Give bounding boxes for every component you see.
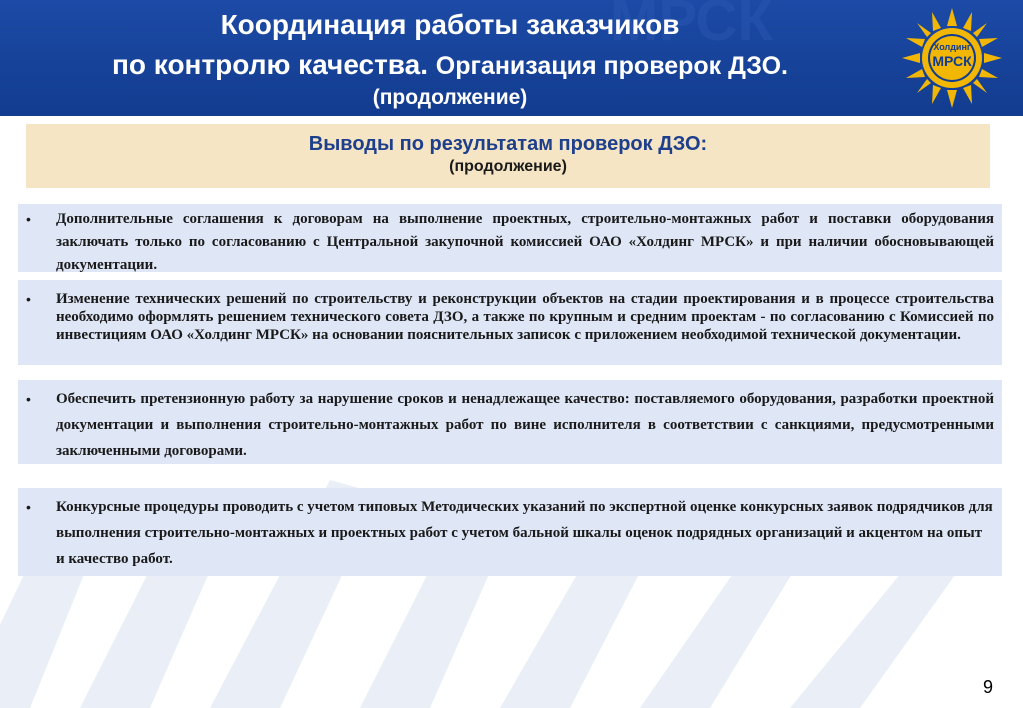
logo-text-top: Холдинг [933, 42, 971, 52]
conclusions-title: Выводы по результатам проверок ДЗО: [308, 133, 708, 155]
bullet-text: Изменение технических решений по строительству и реконструкции объектов на стадии проектирования и в процессе строительства необходимо оформлять решением технического совета ДЗО, а также по крупным и средним проектам - по согласованию с Комиссией по инвестициям ОАО «Холдинг МРСК» на основании пояснительных записок с приложением необходимой технической документации. [56, 291, 994, 343]
slide-title-line2 [0, 49, 900, 81]
watermark-text: МРСК [610, 0, 773, 53]
bullet-item-claims-work [18, 380, 1002, 464]
bullet-marker: • [26, 391, 31, 407]
slide-title-line2-sub: Организация проверок ДЗО. [435, 52, 788, 80]
bullet-item-additional-agreements [18, 204, 1002, 272]
bullet-item-technical-changes [18, 280, 1002, 365]
logo-text-main: МРСК [932, 53, 972, 69]
bullet-text: Конкурсные процедуры проводить с учетом типовых Методических указаний по экспертной оценке конкурсных заявок подрядчиков для выполнения строительно-монтажных и проектных работ с учетом бальной шкалы оценок подрядных организаций и акцентом на опыт и качество работ. [56, 499, 993, 567]
bullet-marker: • [26, 211, 31, 227]
bullet-marker: • [26, 291, 31, 307]
bullet-text: Обеспечить претензионную работу за нарушение сроков и ненадлежащее качество: поставляемого оборудования, разработки проектной документации и выполнения строительно-монтажных работ по вине исполнителя в соответствии с санкциями, предусмотренными заключенными договорами. [56, 391, 994, 459]
conclusions-subtitle-box [26, 124, 990, 188]
slide-title-line3: (продолжение) [372, 86, 528, 109]
holding-mrsk-logo [900, 6, 1004, 110]
bullet-text: Дополнительные соглашения к договорам на выполнение проектных, строительно-монтажных работ и поставки оборудования заключать только по согласованию с Центральной закупочной комиссией ОАО «Холдинг МРСК» и при наличии обосновывающей документации. [56, 211, 994, 273]
slide-title-line1: Координация работы заказчиков [220, 9, 680, 40]
slide-title-line2-main: по контролю качества. [112, 49, 428, 80]
slide-header [0, 0, 1023, 116]
bullet-marker: • [26, 499, 31, 515]
conclusions-continuation: (продолжение) [449, 158, 567, 175]
bullet-item-tender-procedures [18, 488, 1002, 576]
page-number: 9 [983, 677, 994, 697]
